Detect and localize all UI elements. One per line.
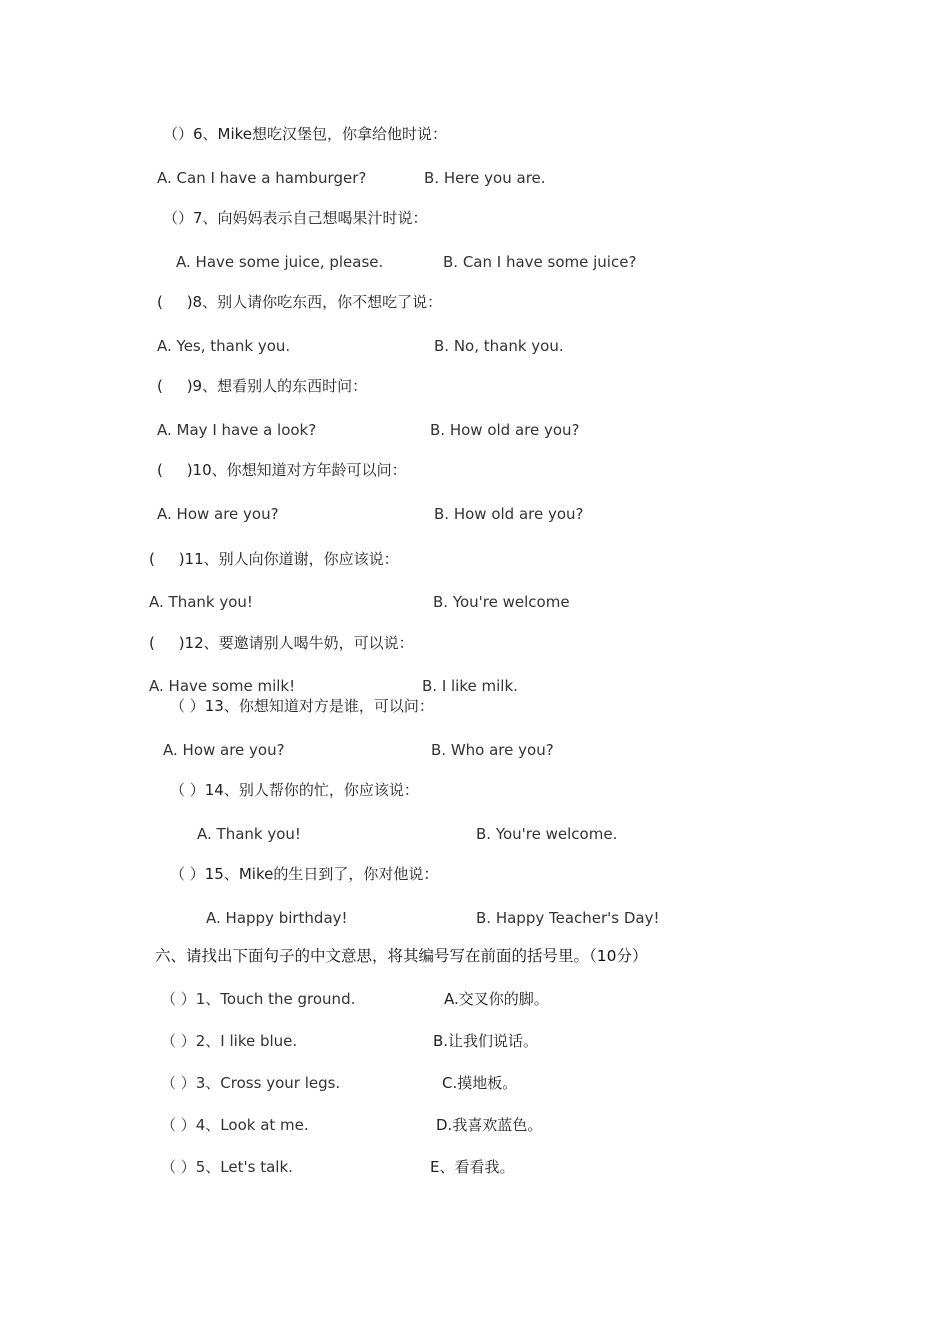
question-11-option-b: B. You're welcome <box>433 593 570 611</box>
question-8-option-b: B. No, thank you. <box>434 337 564 355</box>
question-12-option-a: A. Have some milk! <box>149 677 296 695</box>
question-7: （）7、向妈妈表示自己想喝果汁时说： <box>163 209 428 227</box>
section-6-answer-e: E、看看我。 <box>430 1158 515 1176</box>
question-15-option-a: A. Happy birthday! <box>206 909 348 927</box>
question-6-option-b: B. Here you are. <box>424 169 546 187</box>
question-8-option-a: A. Yes, thank you. <box>157 337 291 355</box>
question-11-option-a: A. Thank you! <box>149 593 253 611</box>
section-6-item-4: （ ）4、Look at me. <box>161 1116 309 1134</box>
section-6-answer-a: A.交叉你的脚。 <box>444 990 549 1008</box>
section-6-item-3: （ ）3、Cross your legs. <box>161 1074 341 1092</box>
question-10: ( )10、你想知道对方年龄可以问： <box>157 461 407 479</box>
question-11: ( )11、别人向你道谢，你应该说： <box>149 550 399 568</box>
section-6-item-2: （ ）2、I like blue. <box>161 1032 298 1050</box>
question-13-option-b: B. Who are you? <box>431 741 554 759</box>
section-6-answer-c: C.摸地板。 <box>442 1074 518 1092</box>
question-10-option-a: A. How are you? <box>157 505 279 523</box>
question-12-option-b: B. I like milk. <box>422 677 518 695</box>
question-13: （ ）13、你想知道对方是谁，可以问： <box>170 697 434 715</box>
question-10-option-b: B. How old are you? <box>434 505 584 523</box>
question-15: （ ）15、Mike的生日到了，你对他说： <box>170 865 439 883</box>
section-6-item-1: （ ）1、Touch the ground. <box>161 990 356 1008</box>
section-6-item-5: （ ）5、Let's talk. <box>161 1158 293 1176</box>
question-6-option-a: A. Can I have a hamburger? <box>157 169 367 187</box>
section-6-answer-d: D.我喜欢蓝色。 <box>436 1116 543 1134</box>
question-14-option-b: B. You're welcome. <box>476 825 618 843</box>
question-7-option-a: A. Have some juice, please. <box>176 253 384 271</box>
question-8: ( )8、别人请你吃东西，你不想吃了说： <box>157 293 443 311</box>
question-7-option-b: B. Can I have some juice? <box>443 253 636 271</box>
question-15-option-b: B. Happy Teacher's Day! <box>476 909 660 927</box>
question-9: ( )9、想看别人的东西时问： <box>157 377 368 395</box>
section-6-answer-b: B.让我们说话。 <box>433 1032 539 1050</box>
section-6-title: 六、请找出下面句子的中文意思，将其编号写在前面的括号里。（10分） <box>155 947 648 965</box>
question-6: （）6、Mike想吃汉堡包，你拿给他时说： <box>163 125 448 143</box>
question-13-option-a: A. How are you? <box>163 741 285 759</box>
question-9-option-b: B. How old are you? <box>430 421 580 439</box>
question-12: ( )12、要邀请别人喝牛奶，可以说： <box>149 634 414 652</box>
question-14: （ ）14、别人帮你的忙，你应该说： <box>170 781 419 799</box>
question-14-option-a: A. Thank you! <box>197 825 301 843</box>
question-9-option-a: A. May I have a look? <box>157 421 317 439</box>
